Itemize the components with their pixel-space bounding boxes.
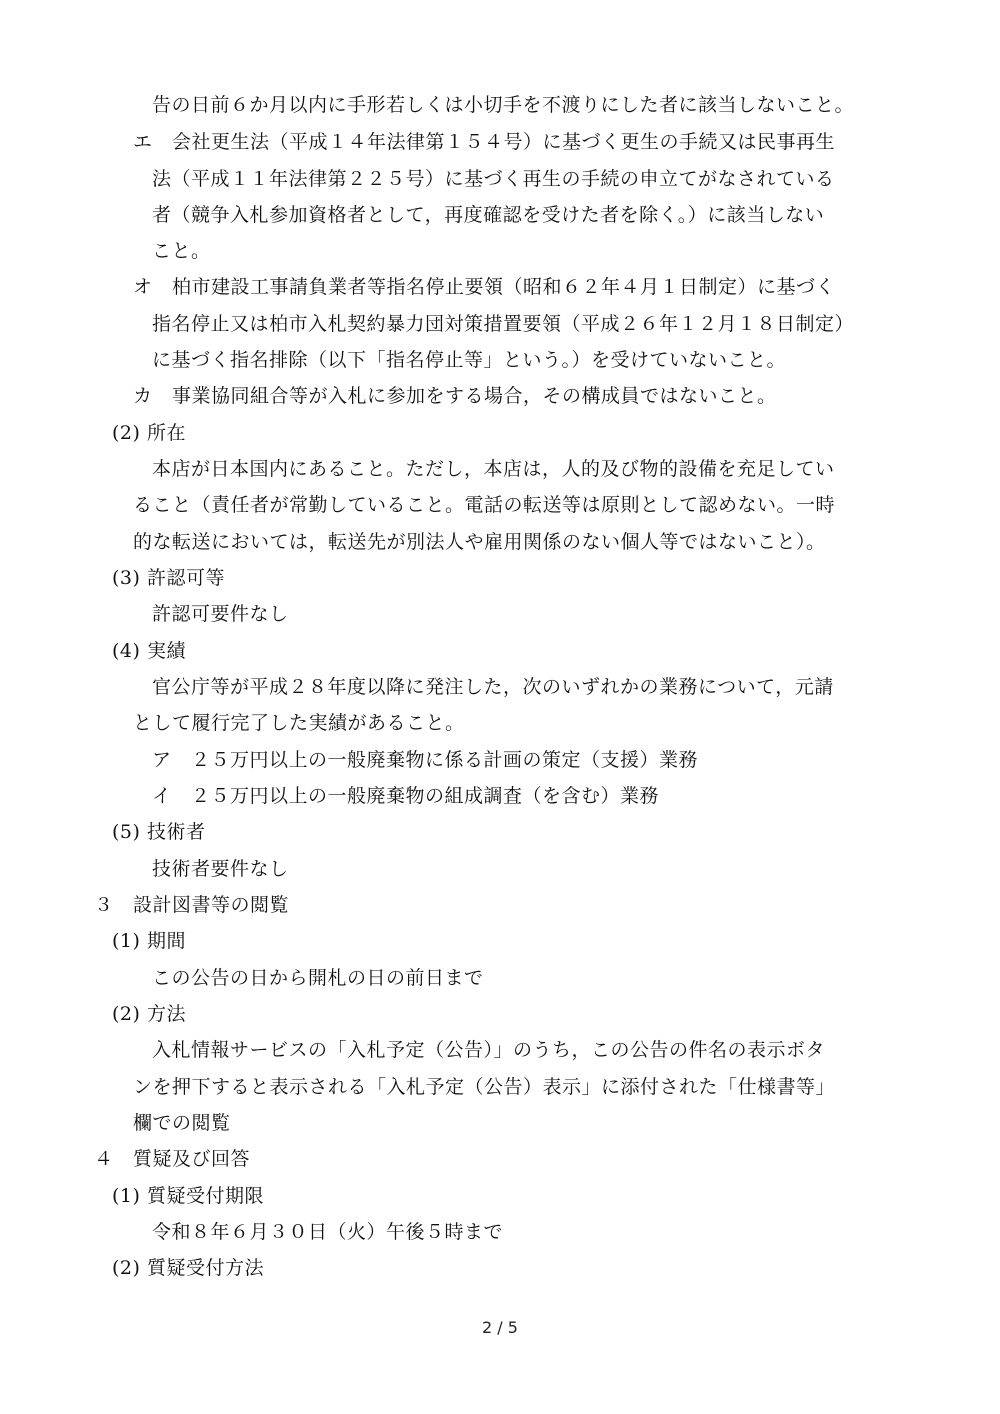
- text-line: この公告の日から開札の日の前日まで: [152, 967, 484, 989]
- page-number: 2 / 5: [482, 1318, 518, 1337]
- text-line: に基づく指名排除（以下「指名停止等」という。）を受けていないこと。: [152, 349, 787, 371]
- text-line: 的な転送においては，転送先が別法人や雇用関係のない個人等ではないこと）。: [133, 531, 826, 553]
- text-line: 入札情報サービスの「入札予定（公告）」のうち，この公告の件名の表示ボタ: [152, 1039, 826, 1061]
- subsection-heading: (2) 所在: [112, 422, 186, 444]
- subsection-heading: (2) 質疑受付方法: [112, 1257, 264, 1279]
- text-line: エ 会社更生法（平成１４年法律第１５４号）に基づく更生の手続又は民事再生: [133, 131, 836, 153]
- text-line: 官公庁等が平成２８年度以降に発注した，次のいずれかの業務について，元請: [152, 676, 834, 698]
- text-line: イ ２５万円以上の一般廃棄物の組成調査（を含む）業務: [152, 785, 660, 807]
- subsection-heading: (2) 方法: [112, 1003, 186, 1025]
- text-line: オ 柏市建設工事請負業者等指名停止要領（昭和６２年４月１日制定）に基づく: [133, 276, 836, 298]
- text-line: 指名停止又は柏市入札契約暴力団対策措置要領（平成２６年１２月１８日制定）: [152, 313, 855, 335]
- text-line: 本店が日本国内にあること。ただし，本店は，人的及び物的設備を充足してい: [152, 458, 835, 480]
- text-line: ア ２５万円以上の一般廃棄物に係る計画の策定（支援）業務: [152, 749, 699, 771]
- text-line: ること（責任者が常勤していること。電話の転送等は原則として認めない。一時: [133, 494, 836, 516]
- text-line: こと。: [152, 240, 211, 262]
- text-line: 告の日前６か月以内に手形若しくは小切手を不渡りにした者に該当しないこと。: [152, 94, 855, 116]
- section-heading: ４ 質疑及び回答: [94, 1148, 251, 1170]
- text-line: カ 事業協同組合等が入札に参加をする場合，その構成員ではないこと。: [133, 385, 777, 407]
- subsection-heading: (1) 期間: [112, 930, 186, 952]
- text-line: として履行完了した実績があること。: [133, 712, 465, 734]
- text-line: 令和８年６月３０日（火）午後５時まで: [152, 1221, 504, 1243]
- text-line: 許認可要件なし: [152, 603, 289, 625]
- text-line: 欄での閲覧: [133, 1112, 231, 1134]
- section-heading: ３ 設計図書等の閲覧: [94, 894, 290, 916]
- subsection-heading: (5) 技術者: [112, 821, 206, 843]
- text-line: 法（平成１１年法律第２２５号）に基づく再生の手続の申立てがなされている: [152, 168, 835, 190]
- text-line: 者（競争入札参加資格者として，再度確認を受けた者を除く。）に該当しない: [152, 204, 825, 226]
- subsection-heading: (1) 質疑受付期限: [112, 1185, 264, 1207]
- subsection-heading: (3) 許認可等: [112, 567, 225, 589]
- text-line: ンを押下すると表示される「入札予定（公告）表示」に添付された「仕様書等」: [133, 1076, 836, 1098]
- subsection-heading: (4) 実績: [112, 640, 186, 662]
- text-line: 技術者要件なし: [152, 858, 289, 880]
